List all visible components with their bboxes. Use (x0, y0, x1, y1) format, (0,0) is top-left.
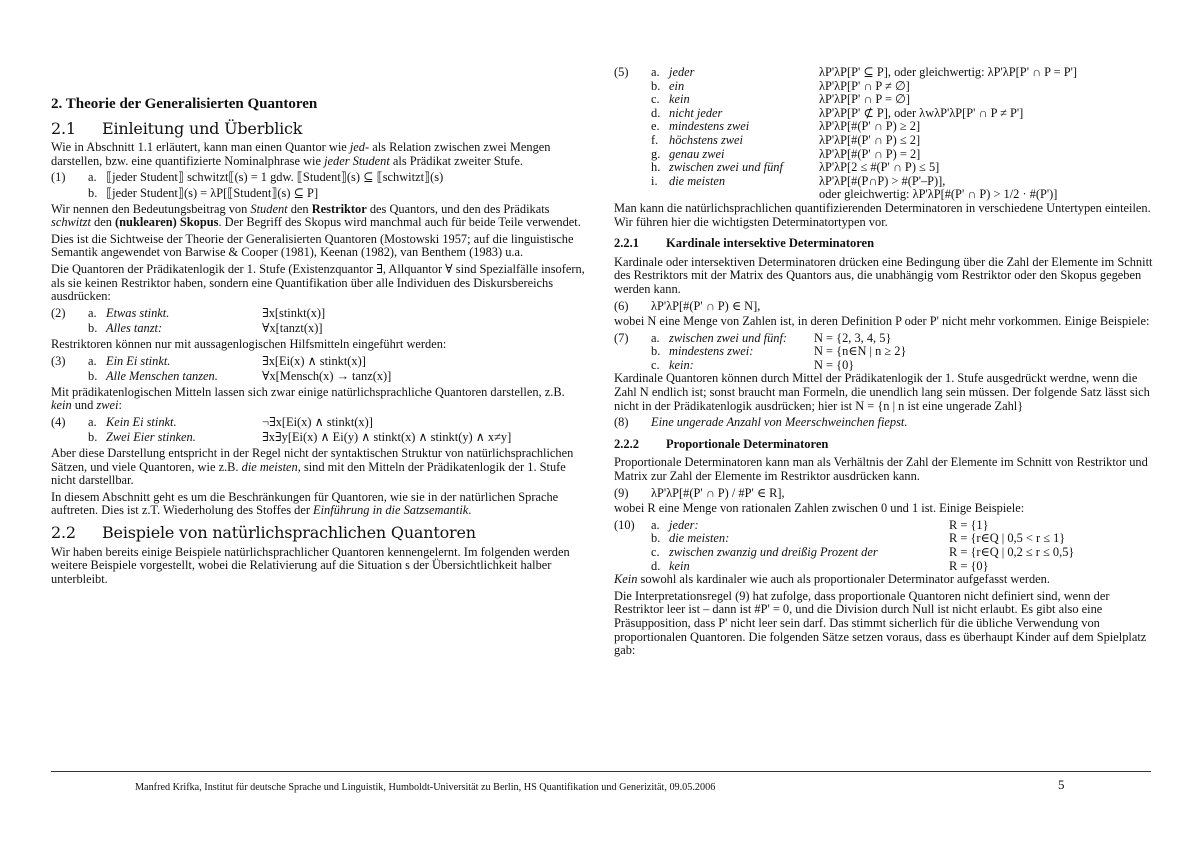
heading-2-2-1: 2.2.1 Kardinale intersektive Determinatoren (614, 236, 875, 251)
heading-2-2-2: 2.2.2 Proportionale Determinatoren (614, 436, 829, 451)
paragraph-9: Wir haben bereits einige Beispiele natürlichsprachlicher Quantoren kennengelernt. Im folgenden werden weitere Beispiele vorgestellt, wobei die Relativierung auf die Situation s der Übersichtlichkeit halber unterbleibt. (51, 544, 570, 586)
example-7: (7) a. zwischen zwei und fünf: N = {2, 3, 4, 5} b. mindestens zwei: N = {n∈N | n ≥ 2} c. kein: N = {0} (614, 330, 907, 372)
paragraph-r6: wobei R eine Menge von rationalen Zahlen zwischen 0 und 1 ist. Einige Beispiele: (614, 501, 1025, 516)
right-column (614, 66, 1154, 661)
footer-text: Manfred Krifka, Institut für deutsche Sprache und Linguistik, Humboldt-Universität zu Berlin, HS Quantifikation und Generizität, 09.05.2006 (135, 782, 716, 793)
paragraph-4: Die Quantoren der Prädikatenlogik der 1. Stufe (Existenzquantor ∃, Allquantor ∀ sind Spezialfälle insofern, als sie keinen Restriktor haben, sondern eine Quantifikation über alle Individuen des Diskursbereichs ausdrücken: (51, 261, 585, 304)
page-number: 5 (1058, 777, 1065, 792)
paragraph-r1: Man kann die natürlichsprachlichen quantifizierenden Determinatoren in verschiedene Untertypen einteilen. Wir führen hier die wichtigsten Determinatortypen vor. (614, 200, 1151, 229)
example-2b: b. Alles tanzt: ∀x[tanzt(x)] (88, 321, 323, 336)
example-5: (5) a. jeder λP'λP[P' ⊆ P], oder gleichwertig: λP'λP[P' ∩ P = P'] b. ein λP'λP[P' ∩ P ≠ ∅] c. kein λP'λP[P' ∩ P = ∅] d. nicht jeder λP'λP[P' ⊄ P], oder λwλP'λP[P' ∩ P ≠ P'] e. mindestens zwei λP'λP[#(P' ∩ P) ≥ 2] f. höchstens zwei λP'λP[#(P' ∩ P) ≤ 2] g. genau zwei λP'λP[#(P' ∩ P) = 2] h. zwischen zwei und fünf λP'λP[2 ≤ #(P' ∩ P) ≤ 5] i. die meisten λP'λP[#(P∩P) > #(P'–P)], oder gleichwertig: λP'λP[#(P' ∩ P) > 1/2 · #(P')] (614, 65, 1077, 202)
example-4a: (4) a. Kein Ei stinkt. ¬∃x[Ei(x) ∧ stinkt(x)] (51, 414, 373, 429)
paragraph-r3: wobei N eine Menge von Zahlen ist, in deren Definition P oder P' nicht mehr vorkommen. Einige Beispiele: (614, 314, 1150, 329)
section-title: 2. Theorie der Generalisierten Quantoren (51, 96, 318, 112)
footer-rule (51, 771, 1151, 772)
heading-2-1: 2.1 Einleitung und Überblick (51, 118, 303, 138)
paragraph-5: Restriktoren können nur mit aussagenlogischen Hilfsmitteln eingeführt werden: (51, 336, 447, 351)
example-1a: (1) a. ⟦jeder Student⟧ schwitzt⟦(s) = 1 gdw. ⟦Student⟧(s) ⊆ ⟦schwitzt⟧(s) (51, 170, 444, 185)
paragraph-6: Mit prädikatenlogischen Mitteln lassen sich zwar einige natürlichsprachliche Quantoren darstellen, z.B. kein und zwei: (51, 384, 565, 413)
example-8: (8) Eine ungerade Anzahl von Meerschweinchen fiepst. (614, 415, 908, 430)
paragraph-r7: Kein sowohl als kardinaler wie auch als proportionaler Determinator aufgefasst werden. (614, 572, 1050, 587)
example-2a: (2) a. Etwas stinkt. ∃x[stinkt(x)] (51, 305, 326, 320)
example-10: (10) a. jeder: R = {1} b. die meisten: R = {r∈Q | 0,5 < r ≤ 1} c. zwischen zwanzig und dreißig Prozent der R = {r∈Q | 0,2 ≤ r ≤ 0,5} d. kein R = {0} (614, 517, 1075, 573)
example-4b: b. Zwei Eier stinken. ∃x∃y[Ei(x) ∧ Ei(y) ∧ stinkt(x) ∧ stinkt(y) ∧ x≠y] (88, 430, 512, 445)
paragraph-r8: Die Interpretationsregel (9) hat zufolge, dass proportionale Quantoren nicht definiert sind, wenn der Restriktor leer ist – dann ist #P' = 0, und die Division durch Null ist nicht erlaubt. Es gibt also eine Präsupposition, dass P' nicht leer sein darf. Das stimmt sicherlich für die übliche Verwendung von proportionalen Quantoren. Die folgenden Sätze setzen voraus, dass es überhaupt Kinder auf dem Spielplatz gab: (614, 588, 1147, 658)
paragraph-r4: Kardinale Quantoren können durch Mittel der Prädikatenlogik der 1. Stufe ausgedrückt werdne, wenn die Zahl N endlich ist; sonst braucht man Formeln, die unendlich lang sein müssen. Der folgende Satz lässt sich nicht in der Prädikatenlogik ausdrücken; hier ist N = {n | n ist eine ungerade Zahl} (614, 371, 1150, 413)
paragraph-r5: Proportionale Determinatoren kann man als Verhältnis der Zahl der Elemente im Schnitt von Restriktor und Matrix zur Zahl der Elemente im Restriktor ausdrücken kann. (614, 455, 1148, 484)
example-9: (9) λP'λP[#(P' ∩ P) / #P' ∈ R], (614, 485, 785, 500)
example-6: (6) λP'λP[#(P' ∩ P) ∈ N], (614, 298, 761, 313)
paragraph-8: In diesem Abschnitt geht es um die Beschränkungen für Quantoren, wie sie in der natürlichen Sprache auftreten. Dies ist z.T. Wiederholung des Stoffes der Einführung in die Satzsemantik. (51, 489, 559, 518)
paragraph-7: Aber diese Darstellung entspricht in der Regel nicht der syntaktischen Struktur von natürlichsprachlichen Sätzen, und viele Quantoren, wie z.B. die meisten, sind mit den Mitteln der Prädikatenlogik der 1. Stufe nicht darstellbar. (51, 446, 574, 488)
paragraph-3: Dies ist die Sichtweise der Theorie der Generalisierten Quantoren (Mostowski 1957; auf die linguistische Semantik angewendet von Barwise & Cooper (1981), Keenan (1982), van Benthem (1983) u.a. (51, 231, 574, 260)
heading-2-2: 2.2 Beispiele von natürlichsprachlichen Quantoren (51, 523, 476, 543)
paragraph-r2: Kardinale oder intersektiven Determinatoren drücken eine Bedingung über die Zahl der Elemente im Schnitt des Restriktors mit der Matrix des Quantors aus, die unabhängig vom Restriktor oder den Skopus gegeben werden kann. (614, 254, 1153, 296)
paragraph-2: Wir nennen den Bedeutungsbeitrag von Student den Restriktor des Quantors, und den des Prädikats schwitzt den (nuklearen) Skopus. Der Begriff des Skopus wird manchmal auch für beide Teile verwendet. (51, 201, 581, 230)
example-3a: (3) a. Ein Ei stinkt. ∃x[Ei(x) ∧ stinkt(x)] (51, 353, 366, 368)
paragraph-1: Wie in Abschnitt 1.1 erläutert, kann man einen Quantor wie jed- als Relation zwischen zwei Mengen darstellen, bzw. eine quantifizierte Nominalphrase wie jeder Student als Prädikat zweiter Stufe. (51, 140, 551, 168)
left-column (51, 98, 586, 589)
example-1b: b. ⟦jeder Student⟧(s) = λP[⟦Student⟧(s) ⊆ P] (88, 185, 319, 200)
example-3b: b. Alle Menschen tanzen. ∀x[Mensch(x) → tanz(x)] (88, 369, 392, 384)
